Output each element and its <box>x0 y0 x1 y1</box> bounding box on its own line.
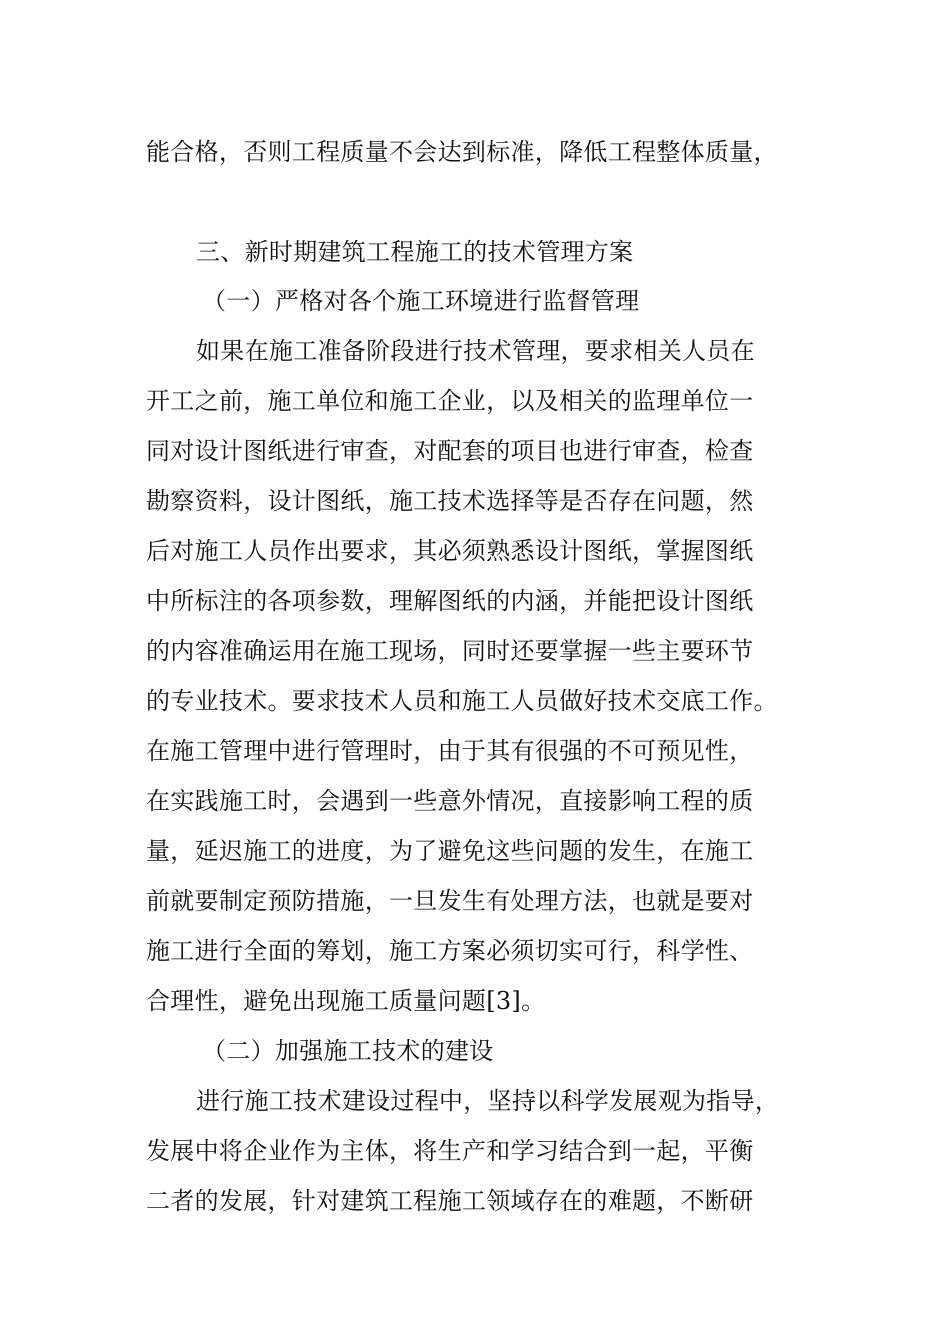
paragraph-line: 的专业技术。要求技术人员和施工人员做好技术交底工作。 <box>146 687 778 715</box>
paragraph-line: 如果在施工准备阶段进行技术管理，要求相关人员在 <box>196 337 755 365</box>
paragraph-line: 前就要制定预防措施，一旦发生有处理方法，也就是要对 <box>146 887 754 915</box>
paragraph-line: 同对设计图纸进行审查，对配套的项目也进行审查，检查 <box>146 437 754 465</box>
paragraph-line: 在施工管理中进行管理时，由于其有很强的不可预见性， <box>146 737 754 765</box>
paragraph-line: 合理性，避免出现施工质量问题[3]。 <box>146 987 546 1015</box>
paragraph-line: 的内容准确运用在施工现场，同时还要掌握一些主要环节 <box>146 637 754 665</box>
paragraph-line: 勘察资料，设计图纸，施工技术选择等是否存在问题，然 <box>146 487 754 515</box>
paragraph-line: 二者的发展，针对建筑工程施工领域存在的难题，不断研 <box>146 1187 754 1215</box>
paragraph-line: 在实践施工时，会遇到一些意外情况，直接影响工程的质 <box>146 787 754 815</box>
section-heading: 三、新时期建筑工程施工的技术管理方案 <box>196 238 634 266</box>
paragraph-line: 开工之前，施工单位和施工企业，以及相关的监理单位一 <box>146 387 754 415</box>
paragraph-line: 进行施工技术建设过程中，坚持以科学发展观为指导， <box>196 1087 780 1115</box>
subsection-heading: （一）严格对各个施工环境进行监督管理 <box>202 287 640 315</box>
paragraph-line: 量，延迟施工的进度，为了避免这些问题的发生，在施工 <box>146 837 754 865</box>
paragraph-line: 施工进行全面的筹划，施工方案必须切实可行，科学性、 <box>146 937 754 965</box>
subsection-heading: （二）加强施工技术的建设 <box>202 1037 494 1065</box>
paragraph-line: 后对施工人员作出要求，其必须熟悉设计图纸，掌握图纸 <box>146 537 754 565</box>
paragraph-line: 能合格，否则工程质量不会达到标准，降低工程整体质量， <box>146 138 778 166</box>
paragraph-line: 中所标注的各项参数，理解图纸的内涵，并能把设计图纸 <box>146 587 754 615</box>
paragraph-line: 发展中将企业作为主体，将生产和学习结合到一起，平衡 <box>146 1137 754 1165</box>
